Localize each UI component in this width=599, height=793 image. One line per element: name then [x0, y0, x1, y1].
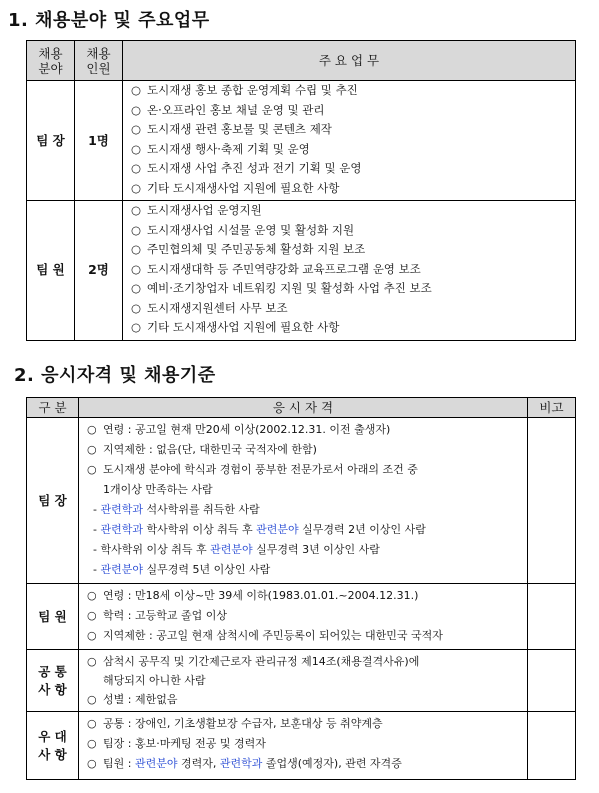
list-item: ○ 지역제한 : 없음(단, 대한민국 국적자에 한함)	[87, 443, 317, 456]
list-item: ○ 삼척시 공무직 및 기간제근로자 관리규정 제14조(채용결격사유)에	[87, 655, 420, 668]
header-category: 구 분	[27, 398, 79, 418]
list-item: ○ 성별 : 제한없음	[87, 693, 178, 706]
list-item: ○ 연령 : 만18세 이상~만 39세 이하(1983.01.01.~2004.12.31.)	[87, 589, 419, 602]
list-item: ○ 연령 : 공고일 현재 만20세 이상(2002.12.31. 이전 출생자)	[87, 423, 391, 436]
category-leader: 팀 장	[27, 418, 79, 584]
list-item: ○ 온·오프라인 홍보 채널 운영 및 관리	[131, 102, 325, 117]
field-leader: 팀 장	[27, 81, 75, 201]
list-item: ○ 도시재생사업 운영지원	[131, 203, 262, 217]
condition-item: - 관련학과 석사학위를 취득한 사람	[93, 503, 260, 516]
section1-title: 1. 채용분야 및 주요업무	[8, 10, 210, 31]
list-item: ○ 도시재생 사업 추진 성과 전기 기획 및 운영	[131, 161, 362, 175]
list-item: ○ 도시재생 관련 홍보물 및 콘텐츠 제작	[131, 122, 332, 136]
duties-member	[123, 201, 576, 341]
list-item: ○ 도시재생 홍보 종합 운영계획 수립 및 추진	[131, 83, 358, 97]
qualification-table	[26, 397, 576, 780]
list-item-continuation: 1개이상 만족하는 사람	[103, 483, 213, 496]
list-item: ○ 도시재생 분야에 학식과 경험이 풍부한 전문가로서 아래의 조건 중	[87, 463, 418, 476]
note-leader	[528, 418, 576, 584]
list-item: ○ 도시재생지원센터 사무 보조	[131, 300, 288, 315]
note-preferred	[528, 712, 576, 780]
duties-table	[26, 40, 576, 341]
section2-title: 2. 응시자격 및 채용기준	[14, 365, 216, 386]
list-item: ○ 주민협의체 및 주민공동체 활성화 지원 보조	[131, 242, 366, 256]
header-note: 비고	[528, 398, 576, 418]
note-common	[528, 650, 576, 712]
list-item: ○ 도시재생대학 등 주민역량강화 교육프로그램 운영 보조	[131, 261, 421, 276]
condition-item: - 관련분야 실무경력 5년 이상인 사람	[93, 563, 271, 576]
condition-item: - 관련학과 학사학위 이상 취득 후 관련분야 실무경력 2년 이상인 사람	[93, 523, 426, 536]
list-item: ○ 학력 : 고등학교 졸업 이상	[87, 609, 227, 622]
list-item-continuation: 해당되지 아니한 사람	[103, 674, 206, 687]
header-duties: 주 요 업 무	[123, 41, 576, 81]
field-member: 팀 원	[27, 201, 75, 341]
list-item: ○ 예비·조기창업자 네트워킹 지원 및 활성화 사업 추진 보조	[131, 281, 432, 295]
list-item: ○ 팀장 : 홍보·마케팅 전공 및 경력자	[87, 737, 266, 750]
list-item: ○ 기타 도시재생사업 지원에 필요한 사항	[131, 180, 340, 195]
list-item: ○ 기타 도시재생사업 지원에 필요한 사항	[131, 320, 340, 334]
qualification-member	[79, 584, 528, 650]
category-member: 팀 원	[27, 584, 79, 650]
count-member: 2명	[75, 201, 123, 341]
list-item: ○ 팀원 : 관련분야 경력자, 관련학과 졸업생(예정자), 관련 자격증	[87, 757, 402, 770]
header-qualification: 응 시 자 격	[79, 398, 528, 418]
header-field: 채용 분야	[27, 41, 75, 81]
header-count: 채용 인원	[75, 41, 123, 81]
qualification-common	[79, 650, 528, 712]
list-item: ○ 지역제한 : 공고일 현재 삼척시에 주민등록이 되어있는 대한민국 국적자	[87, 629, 443, 642]
qualification-preferred	[79, 712, 528, 780]
category-common: 공 통 사 항	[27, 650, 79, 712]
count-leader: 1명	[75, 81, 123, 201]
note-member	[528, 584, 576, 650]
qualification-leader	[79, 418, 528, 584]
category-preferred: 우 대 사 항	[27, 712, 79, 780]
duties-leader	[123, 81, 576, 201]
list-item: ○ 도시재생 행사·축제 기획 및 운영	[131, 141, 310, 156]
condition-item: - 학사학위 이상 취득 후 관련분야 실무경력 3년 이상인 사람	[93, 543, 380, 556]
list-item: ○ 공통 : 장애인, 기초생활보장 수급자, 보훈대상 등 취약계층	[87, 717, 383, 730]
list-item: ○ 도시재생사업 시설물 운영 및 활성화 지원	[131, 222, 355, 237]
